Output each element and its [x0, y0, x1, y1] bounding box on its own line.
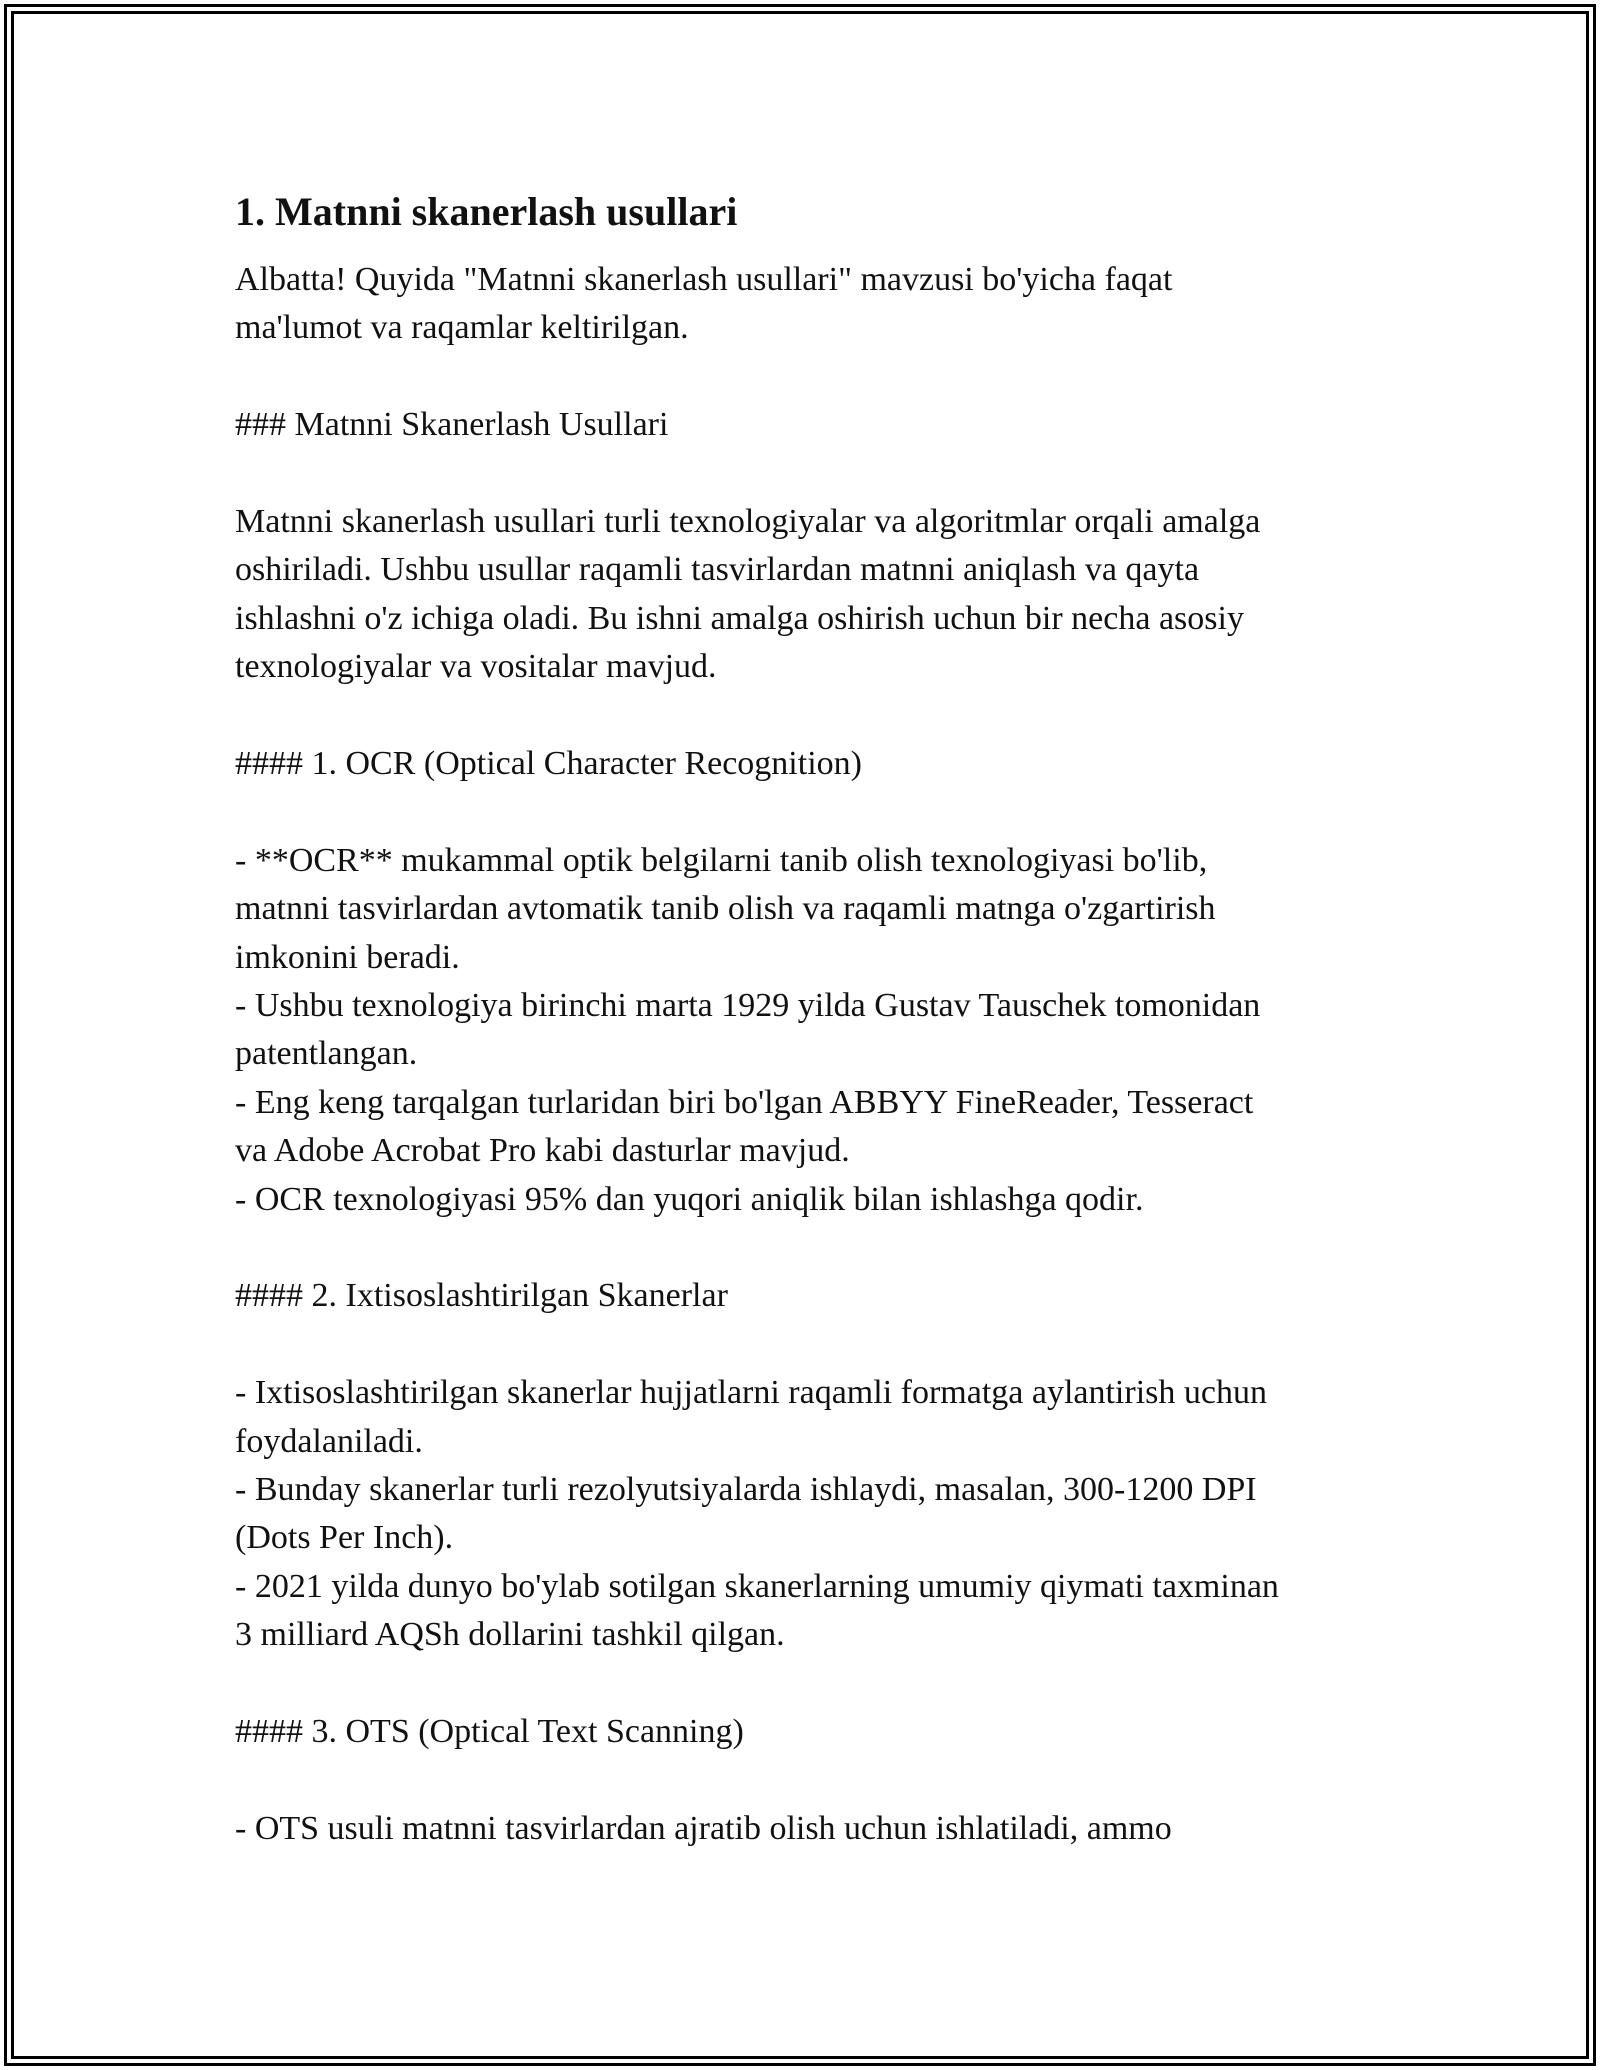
blank-line [235, 1224, 1375, 1272]
list-item-line: - **OCR** mukammal optik belgilarni tanib olish texnologiyasi bo'lib, [235, 841, 1208, 879]
list-item-line: 3 milliard AQSh dollarini tashkil qilgan. [235, 1616, 785, 1654]
blank-line [235, 692, 1375, 740]
section-heading: ### Matnni Skanerlash Usullari [235, 406, 669, 444]
list-item-line: imkonini beradi. [235, 938, 460, 976]
list-item-line: - Ixtisoslashtirilgan skanerlar hujjatlarni raqamli formatga aylantirish uchun [235, 1374, 1267, 1412]
blank-line [235, 1660, 1375, 1708]
subsection-heading: #### 1. OCR (Optical Character Recognition) [235, 745, 862, 783]
blank-line [235, 1756, 1375, 1804]
text-line: Matnni skanerlash usullari turli texnologiyalar va algoritmlar orqali amalga [235, 503, 1261, 540]
blank-line [235, 353, 1375, 401]
text-line: ishlashni o'z ichiga oladi. Bu ishni amalga oshirish uchun bir necha asosiy [235, 599, 1244, 637]
list-item-line: - Eng keng tarqalgan turlaridan biri bo'lgan ABBYY FineReader, Tesseract [235, 1083, 1254, 1121]
subsection-heading: #### 2. Ixtisoslashtirilgan Skanerlar [235, 1277, 728, 1315]
text-line: texnologiyalar va vositalar mavjud. [235, 648, 717, 686]
list-item-line: - Ushbu texnologiya birinchi marta 1929 yilda Gustav Tauschek tomonidan [235, 987, 1261, 1025]
text-line: Albatta! Quyida "Matnni skanerlash usullari" mavzusi bo'yicha faqat [235, 261, 1173, 298]
list-item-line: - 2021 yilda dunyo bo'ylab sotilgan skanerlarning umumiy qiymati taxminan [235, 1567, 1279, 1605]
blank-line [235, 788, 1375, 836]
list-item-line: (Dots Per Inch). [235, 1519, 454, 1557]
list-item-line: matnni tasvirlardan avtomatik tanib olish va raqamli matnga o'zgartirish [235, 890, 1216, 928]
subsection-heading: #### 3. OTS (Optical Text Scanning) [235, 1713, 744, 1751]
blank-line [235, 1321, 1375, 1369]
list-item-line: - OCR texnologiyasi 95% dan yuqori aniqlik bilan ishlashga qodir. [235, 1180, 1144, 1218]
list-item-line: - OTS usuli matnni tasvirlardan ajratib olish uchun ishlatiladi, ammo [235, 1809, 1172, 1847]
blank-line [235, 450, 1375, 498]
document-text [235, 256, 1375, 1853]
text-line: ma'lumot va raqamlar keltirilgan. [235, 309, 689, 347]
list-item-line: va Adobe Acrobat Pro kabi dasturlar mavjud. [235, 1132, 850, 1170]
document-body [235, 186, 1375, 1853]
list-item-line: - Bunday skanerlar turli rezolyutsiyalarda ishlaydi, masalan, 300-1200 DPI [235, 1471, 1257, 1509]
document-title: 1. Matnni skanerlash usullari [235, 189, 738, 234]
list-item-line: patentlangan. [235, 1035, 418, 1073]
text-line: oshiriladi. Ushbu usullar raqamli tasvirlardan matnni aniqlash va qayta [235, 551, 1200, 589]
list-item-line: foydalaniladi. [235, 1422, 423, 1460]
